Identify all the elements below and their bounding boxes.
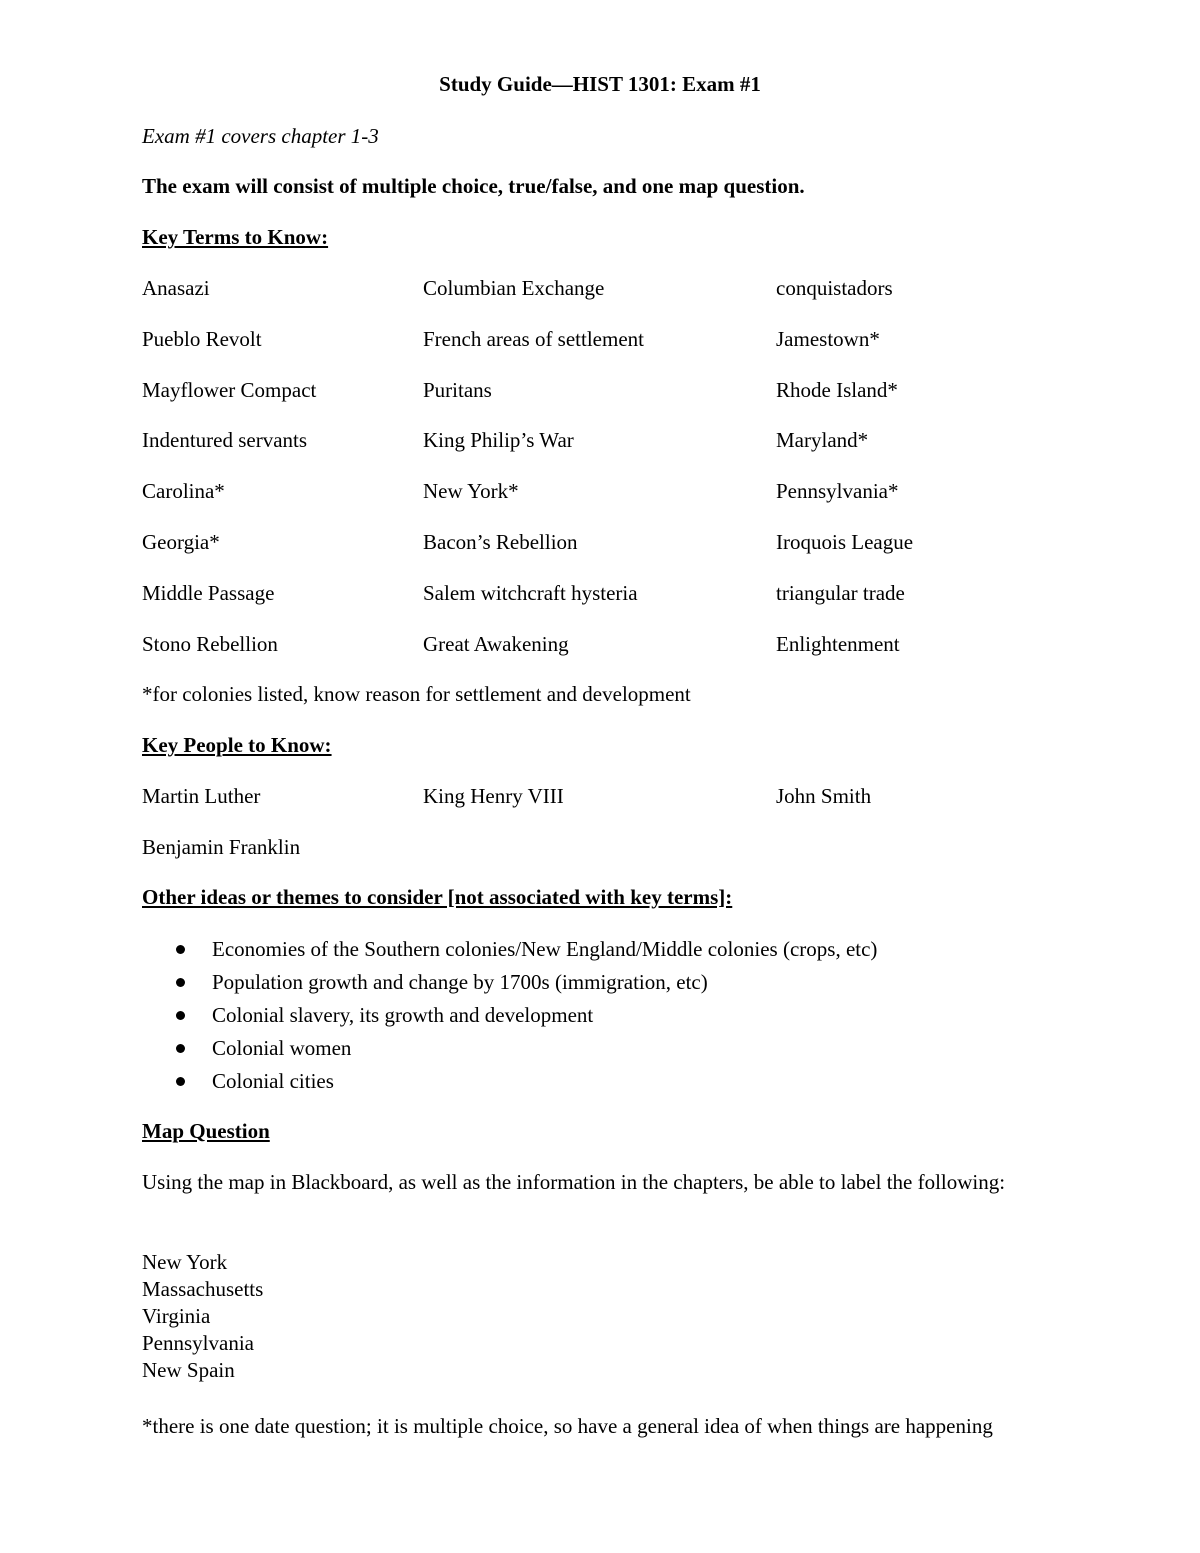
page-title: Study Guide—HIST 1301: Exam #1 — [439, 72, 761, 96]
bullet-icon — [176, 945, 185, 954]
key-term: Maryland* — [776, 428, 869, 452]
map-places-list — [142, 1249, 263, 1384]
key-term: Carolina* — [142, 479, 225, 503]
date-question-note: *there is one date question; it is multiple choice, so have a general idea of when things are happening — [142, 1414, 993, 1438]
key-term: conquistadors — [776, 276, 893, 300]
key-term: Georgia* — [142, 530, 220, 554]
key-person: John Smith — [776, 784, 872, 808]
exam-coverage: Exam #1 covers chapter 1-3 — [142, 124, 379, 148]
key-term: Great Awakening — [423, 632, 569, 656]
map-place: Virginia — [142, 1304, 211, 1328]
key-terms-row — [0, 428, 1200, 454]
list-item-text: Population growth and change by 1700s (immigration, etc) — [212, 970, 708, 994]
list-item-text: Colonial cities — [212, 1069, 334, 1093]
key-people-heading: Key People to Know: — [142, 733, 332, 757]
key-term: Middle Passage — [142, 581, 275, 605]
key-terms-heading: Key Terms to Know: — [142, 225, 329, 249]
map-question-heading: Map Question — [142, 1119, 270, 1143]
map-place: Pennsylvania — [142, 1331, 254, 1355]
key-term: Rhode Island* — [776, 378, 898, 402]
key-term: Iroquois League — [776, 530, 914, 554]
bullet-icon — [176, 978, 185, 987]
key-term: French areas of settlement — [423, 327, 644, 351]
key-people-row — [0, 835, 1200, 861]
key-term: Salem witchcraft hysteria — [423, 581, 638, 605]
key-term: Anasazi — [142, 276, 210, 300]
key-terms-row — [0, 479, 1200, 505]
key-term: New York* — [423, 479, 519, 503]
key-terms-row — [0, 530, 1200, 556]
list-item — [142, 1002, 877, 1035]
key-term: King Philip’s War — [423, 428, 574, 452]
exam-format: The exam will consist of multiple choice, true/false, and one map question. — [142, 174, 805, 198]
list-item — [142, 969, 877, 1002]
key-term: Indentured servants — [142, 428, 308, 452]
list-item-text: Economies of the Southern colonies/New England/Middle colonies (crops, etc) — [212, 937, 878, 961]
bullet-icon — [176, 1011, 185, 1020]
key-terms-row — [0, 327, 1200, 353]
key-term: Pueblo Revolt — [142, 327, 262, 351]
key-term: Bacon’s Rebellion — [423, 530, 578, 554]
key-term: Columbian Exchange — [423, 276, 605, 300]
key-term: Mayflower Compact — [142, 378, 317, 402]
key-person: Benjamin Franklin — [142, 835, 301, 859]
key-term: triangular trade — [776, 581, 905, 605]
key-terms-row — [0, 632, 1200, 658]
list-item-text: Colonial slavery, its growth and development — [212, 1003, 594, 1027]
map-place: Massachusetts — [142, 1277, 264, 1301]
map-instructions: Using the map in Blackboard, as well as the information in the chapters, be able to label the following: — [142, 1170, 1006, 1194]
key-terms-row — [0, 276, 1200, 302]
key-term: Stono Rebellion — [142, 632, 278, 656]
key-terms-row — [0, 378, 1200, 404]
list-item-text: Colonial women — [212, 1036, 352, 1060]
other-ideas-list — [142, 936, 877, 1101]
key-term: Puritans — [423, 378, 492, 402]
key-terms-row — [0, 581, 1200, 607]
list-item — [142, 936, 877, 969]
list-item — [142, 1035, 877, 1068]
key-person: Martin Luther — [142, 784, 261, 808]
map-place: New Spain — [142, 1358, 235, 1382]
key-people-row — [0, 784, 1200, 810]
colonies-footnote: *for colonies listed, know reason for settlement and development — [142, 682, 691, 706]
other-ideas-heading: Other ideas or themes to consider [not associated with key terms]: — [142, 885, 733, 909]
key-person: King Henry VIII — [423, 784, 564, 808]
key-term: Jamestown* — [776, 327, 880, 351]
key-term: Pennsylvania* — [776, 479, 899, 503]
list-item — [142, 1068, 877, 1101]
bullet-icon — [176, 1077, 185, 1086]
bullet-icon — [176, 1044, 185, 1053]
map-place: New York — [142, 1250, 228, 1274]
key-term: Enlightenment — [776, 632, 900, 656]
